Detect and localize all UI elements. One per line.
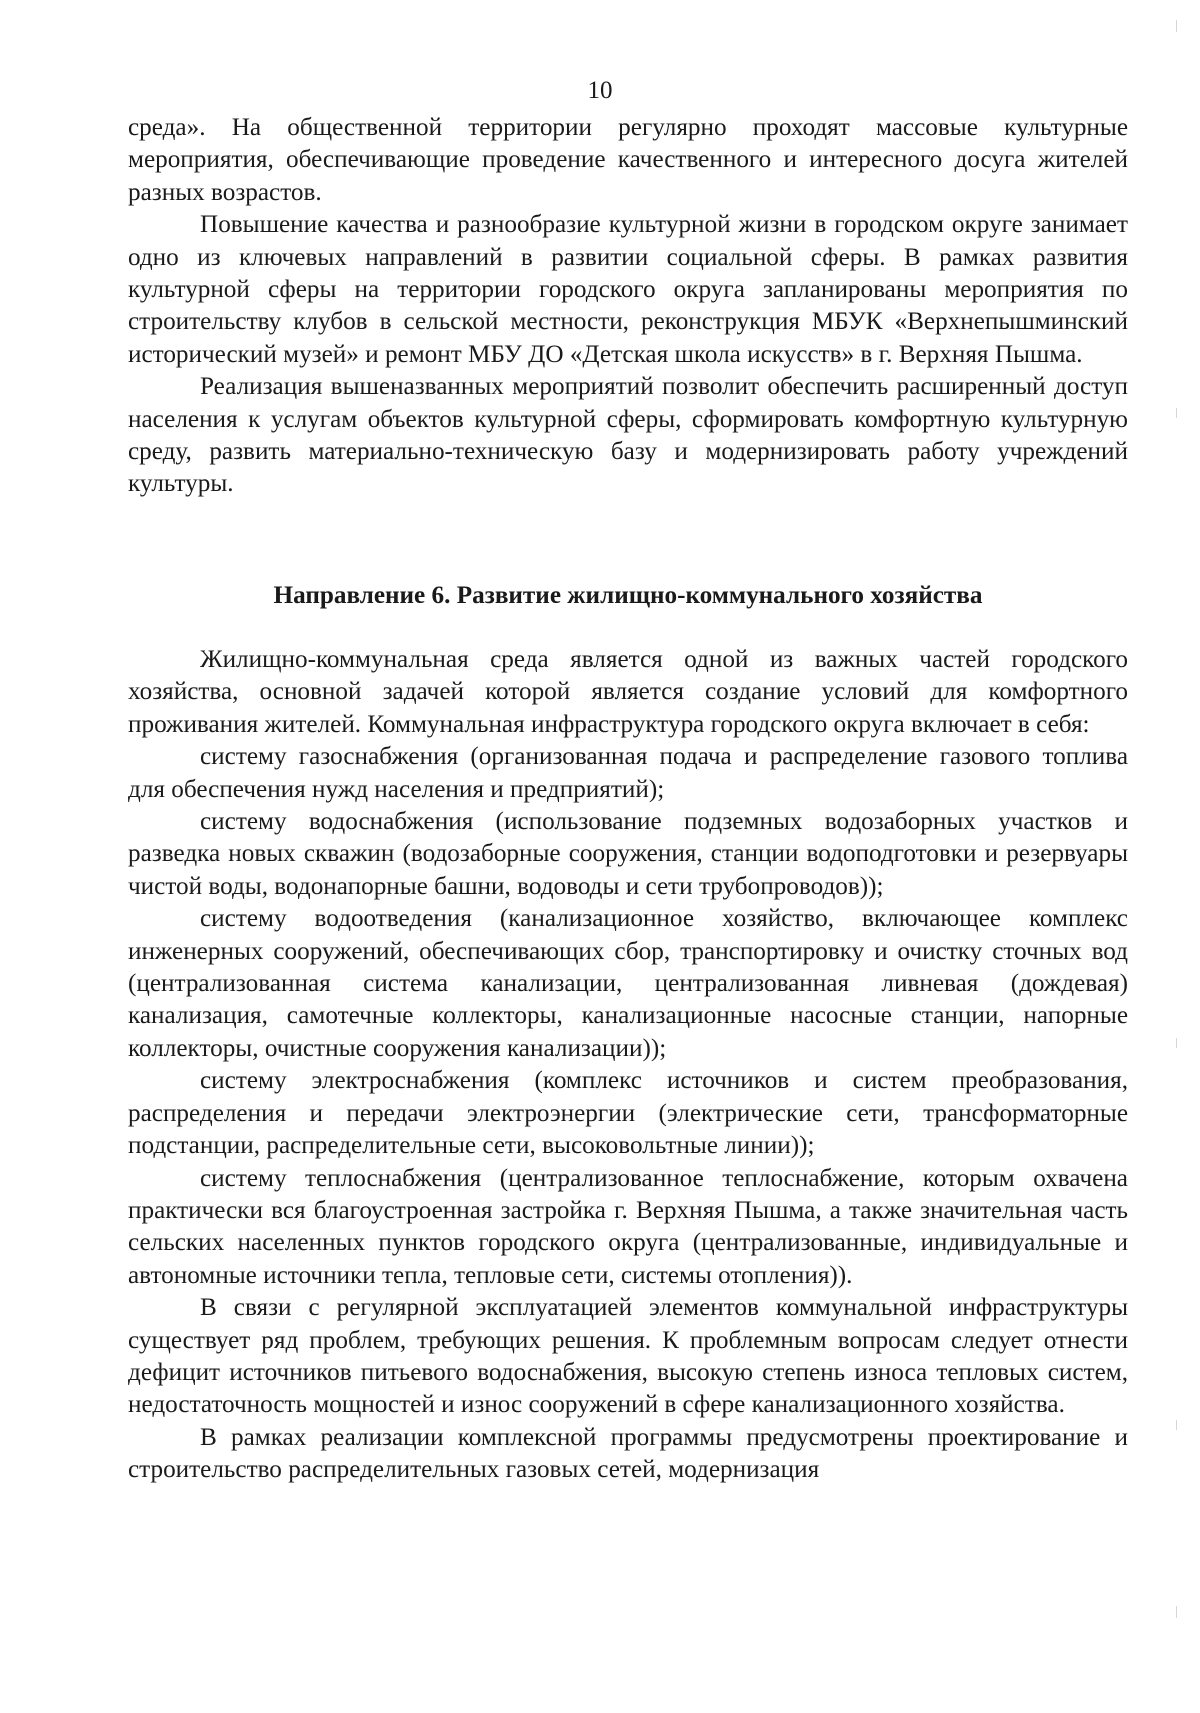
list-item-water-supply: систему водоснабжения (использование подземных водозаборных участков и разведка новых скважин (водозаборные сооружения, станции водоподготовки и резервуары чистой воды, водонапорные башни, водоводы и сети трубопроводов)); — [128, 808, 1128, 900]
list-item-sewerage: систему водоотведения (канализационное хозяйство, включающее комплекс инженерных сооружений, обеспечивающих сбор, транспортировку и очистку сточных вод (централизованная система канализации, централизованная ливневая (дождевая) канализация, самотечные коллекторы, канализационные насосные станции, напорные коллекторы, очистные сооружения канализации)); — [128, 905, 1128, 1062]
paragraph: Жилищно-коммунальная среда является одной из важных частей городского хозяйства, основной задачей которой является создание условий для комфортного проживания жителей. Коммунальная инфраструктура городского округа включает в себя: — [128, 646, 1128, 738]
scan-edge-mark — [1176, 1038, 1177, 1048]
page-number: 10 — [587, 77, 613, 104]
paragraph: В рамках реализации комплексной программы предусмотрены проектирование и строительство распределительных газовых сетей, модернизация — [128, 1423, 1128, 1484]
housing-section-text — [128, 644, 1128, 1487]
scan-edge-mark — [1176, 408, 1177, 418]
scan-edge-mark — [1176, 1420, 1177, 1430]
paragraph: Повышение качества и разнообразие культурной жизни в городском округе занимает одно из ключевых направлений в развитии социальной сферы. В рамках развития культурной сферы на территории городского округа запланированы мероприятия по строительству клубов в сельской местности, реконструкция МБУК «Верхнепышминский исторический музей» и ремонт МБУ ДО «Детская школа искусств» в г. Верхняя Пышма. — [128, 211, 1128, 368]
paragraph: В связи с регулярной эксплуатацией элементов коммунальной инфраструктуры существует ряд проблем, требующих решения. К проблемным вопросам следует отнести дефицит источников питьевого водоснабжения, высокую степень износа тепловых систем, недостаточность мощностей и износ сооружений в сфере канализационного хозяйства. — [128, 1294, 1128, 1419]
scan-edge-mark — [1176, 1606, 1177, 1618]
scan-edge-mark — [1176, 20, 1177, 32]
list-item-electricity: систему электроснабжения (комплекс источников и систем преобразования, распределения и передачи электроэнергии (электрические сети, трансформаторные подстанции, распределительные сети, высоковольтные линии)); — [128, 1067, 1128, 1160]
culture-section-text — [128, 112, 1128, 501]
paragraph: среда». На общественной территории регулярно проходят массовые культурные мероприятия, обеспечивающие проведение качественного и интересного досуга жителей разных возрастов. — [128, 114, 1128, 206]
list-item-heating: систему теплоснабжения (централизованное теплоснабжение, которым охвачена практически вся благоустроенная застройка г. Верхняя Пышма, а также значительная часть сельских населенных пунктов городского округа (централизованные, индивидуальные и автономные источники тепла, тепловые сети, системы отопления)). — [128, 1164, 1128, 1289]
list-item-gas: систему газоснабжения (организованная подача и распределение газового топлива для обеспечения нужд населения и предприятий); — [128, 743, 1128, 803]
section-heading: Направление 6. Развитие жилищно-коммунального хозяйства — [273, 582, 983, 609]
paragraph: Реализация вышеназванных мероприятий позволит обеспечить расширенный доступ населения к услугам объектов культурной сферы, сформировать комфортную культурную среду, развить материально-техническую базу и модернизировать работу учреждений культуры. — [128, 373, 1128, 498]
